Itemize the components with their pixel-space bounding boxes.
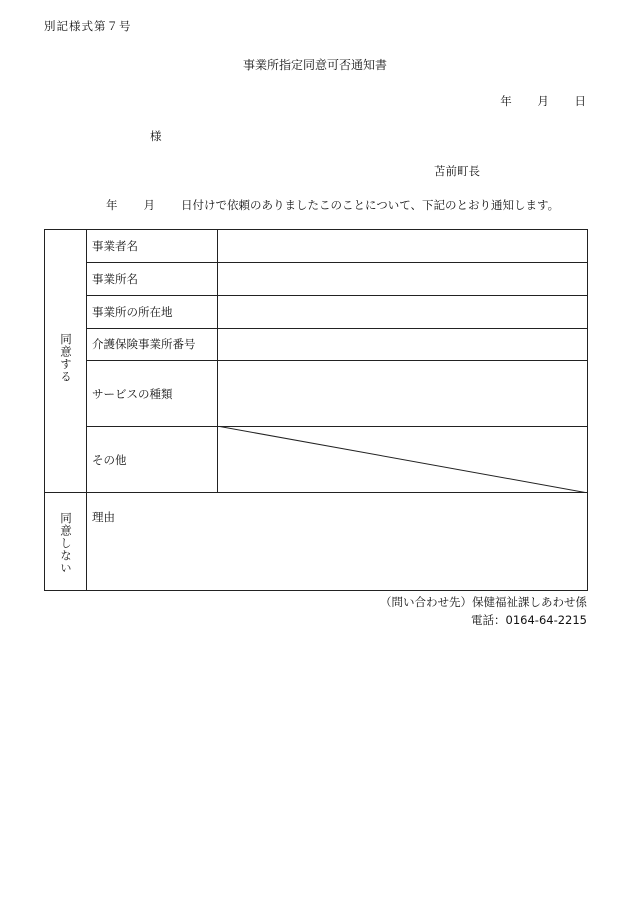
label-other: その他 [92, 453, 127, 467]
field-business-operator[interactable] [218, 230, 587, 262]
body-year: 年 [106, 198, 118, 212]
date-month: 月 [537, 94, 549, 108]
agree-label: 同意する [59, 333, 73, 383]
date-year: 年 [500, 94, 512, 108]
label-reason: 理由 [92, 510, 115, 524]
contact-info: （問い合わせ先）保健福祉課しあわせ係 [380, 595, 587, 609]
field-business-office[interactable] [218, 263, 587, 295]
form-number: 別記様式第７号 [44, 19, 132, 33]
label-office-address: 事業所の所在地 [92, 305, 173, 319]
body-sentence: 日付けで依頼のありましたこのことについて、下記のとおり通知します。 [181, 198, 560, 212]
label-care-insurance-number: 介護保険事業所番号 [92, 337, 196, 351]
label-business-operator: 事業者名 [92, 239, 138, 253]
date-line [478, 93, 586, 109]
label-service-type: サービスの種類 [92, 387, 173, 401]
document-title: 事業所指定同意可否通知書 [242, 58, 387, 72]
field-care-insurance-number[interactable] [218, 329, 587, 360]
body-text [106, 197, 559, 213]
field-office-address[interactable] [218, 296, 587, 328]
field-service-type[interactable] [218, 361, 587, 426]
date-day: 日 [574, 94, 586, 108]
other-diagonal-strike [217, 426, 588, 493]
disagree-label: 同意しない [59, 512, 73, 575]
label-business-office: 事業所名 [92, 272, 138, 286]
addressee-suffix: 様 [150, 129, 162, 143]
body-month: 月 [143, 198, 155, 212]
field-reason[interactable] [120, 493, 587, 590]
table-divider-left [86, 229, 87, 591]
issuer: 苫前町長 [434, 164, 480, 178]
phone-number: 電話：0164-64-2215 [471, 613, 587, 627]
